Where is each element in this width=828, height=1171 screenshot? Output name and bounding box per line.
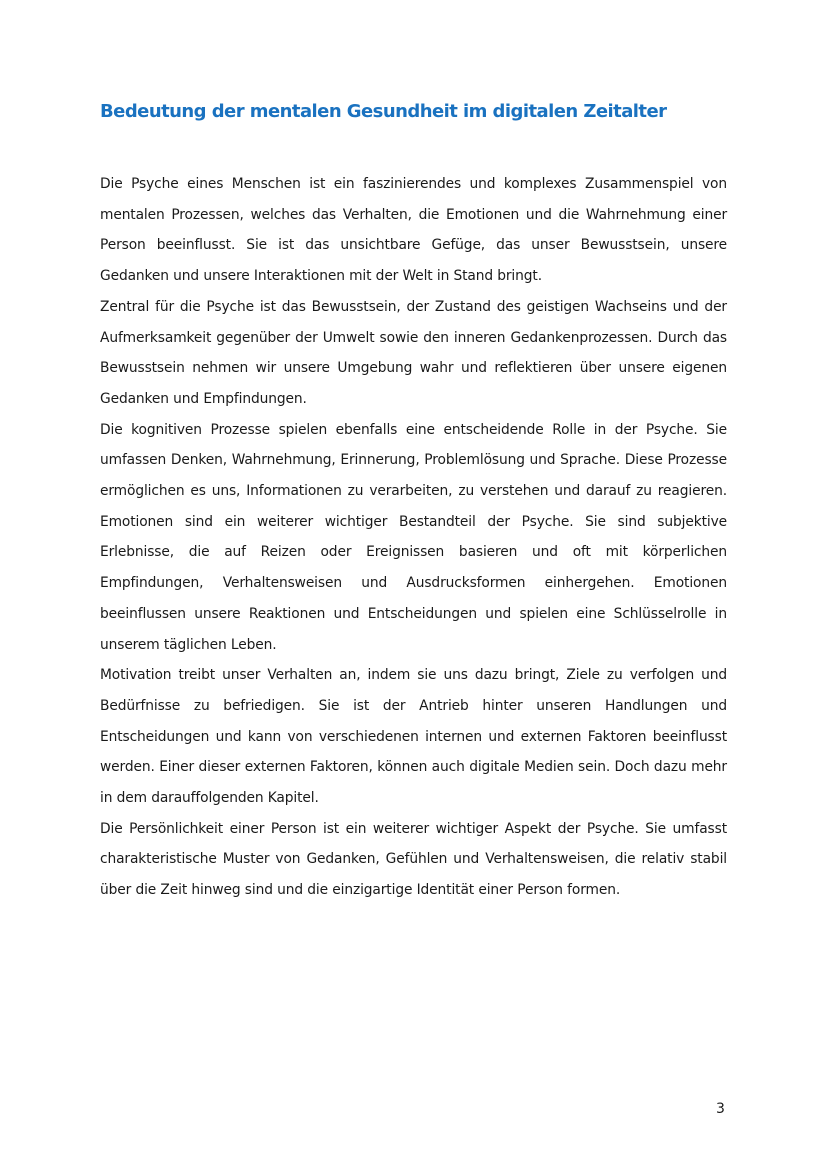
body-text: [100, 169, 727, 906]
paragraph: Die Persönlichkeit einer Person ist ein weiterer wichtiger Aspekt der Psyche. Sie umfasst charakteristische Muster von Gedanken, Gefühlen und Verhaltensweisen, die relativ stabil über die Zeit hinweg sind und die einzigartige Identität einer Person formen.: [100, 820, 727, 899]
paragraph: Die Psyche eines Menschen ist ein faszinierendes und komplexes Zusammenspiel von mentalen Prozessen, welches das Verhalten, die Emotionen und die Wahrnehmung einer Person beeinflusst. Sie ist das unsichtbare Gefüge, das unser Bewusstsein, unsere Gedanken und unsere Interaktionen mit der Welt in Stand bringt.: [100, 176, 727, 285]
page-title: Bedeutung der mentalen Gesundheit im digitalen Zeitalter: [100, 101, 667, 122]
page-number: 3: [716, 1101, 725, 1117]
paragraph: Zentral für die Psyche ist das Bewusstsein, der Zustand des geistigen Wachseins und der Aufmerksamkeit gegenüber der Umwelt sowie den inneren Gedankenprozessen. Durch das Bewusstsein nehmen wir unsere Umgebung wahr und reflektieren über unsere eigenen Gedanken und Empfindungen.: [100, 298, 727, 407]
paragraph: Motivation treibt unser Verhalten an, indem sie uns dazu bringt, Ziele zu verfolgen und Bedürfnisse zu befriedigen. Sie ist der Antrieb hinter unseren Handlungen und Entscheidungen und kann von verschiedenen internen und externen Faktoren beeinflusst werden. Einer dieser externen Faktoren, können auch digitale Medien sein. Doch dazu mehr in dem darauffolgenden Kapitel.: [100, 667, 727, 807]
paragraph: Die kognitiven Prozesse spielen ebenfalls eine entscheidende Rolle in der Psyche. Sie umfassen Denken, Wahrnehmung, Erinnerung, Problemlösung und Sprache. Diese Prozesse ermöglichen es uns, Informationen zu verarbeiten, zu verstehen und darauf zu reagieren. Emotionen sind ein weiterer wichtiger Bestandteil der Psyche. Sie sind subjektive Erlebnisse, die auf Reizen oder Ereignissen basieren und oft mit körperlichen Empfindungen, Verhaltensweisen und Ausdrucksformen einhergehen. Emotionen beeinflussen unsere Reaktionen und Entscheidungen und spielen eine Schlüsselrolle in unserem täglichen Leben.: [100, 421, 727, 653]
